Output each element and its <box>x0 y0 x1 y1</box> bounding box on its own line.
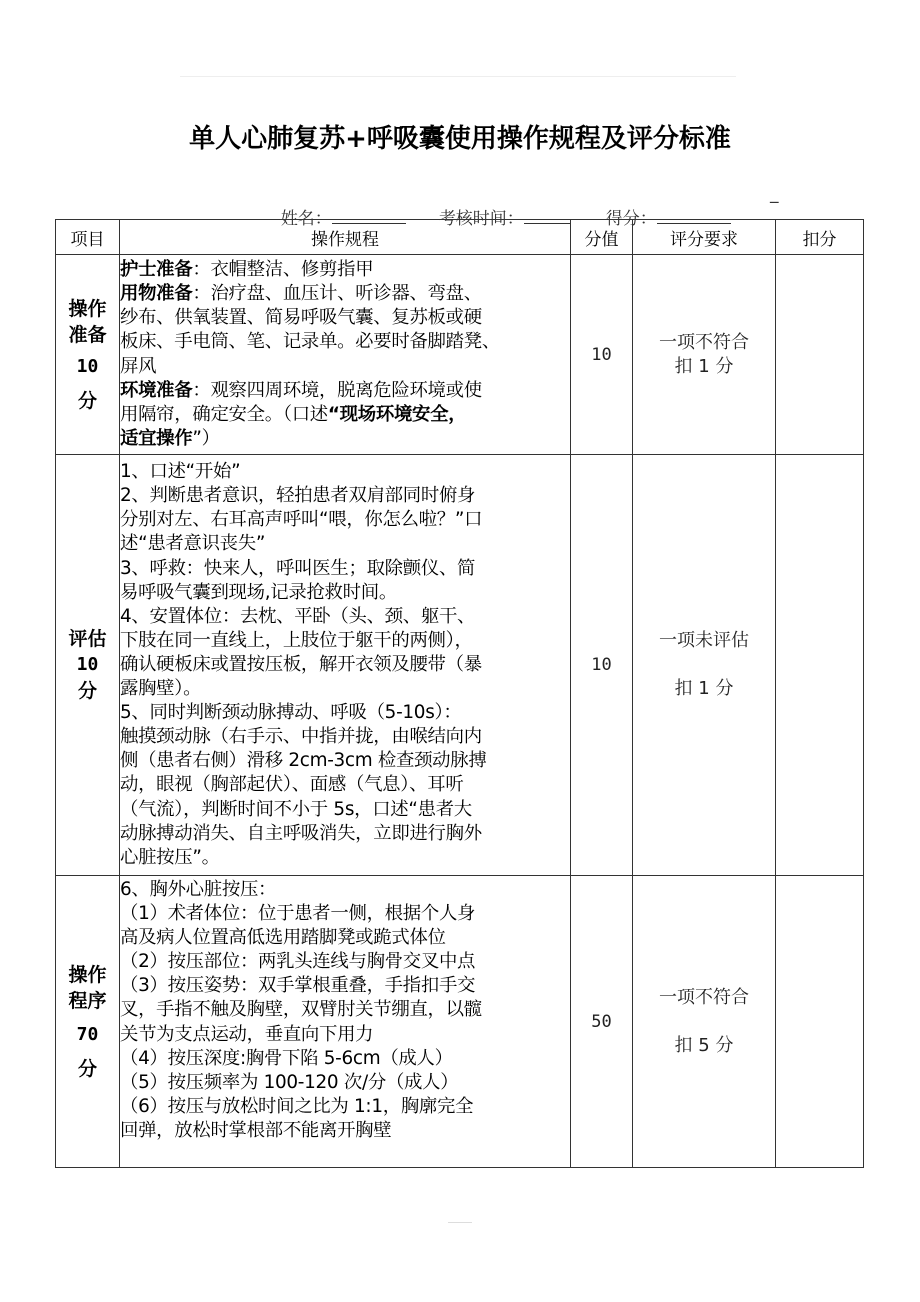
item-text: 评估 <box>68 628 107 650</box>
procedure-line: 露胸壁）。 <box>120 678 202 700</box>
score-label: 得分： <box>605 209 657 229</box>
table-row <box>56 876 864 1168</box>
procedure-line: （3）按压姿势：双手掌根重叠，手指扣手交 <box>120 975 476 997</box>
item-points: 10 <box>76 355 99 377</box>
requirement-cell <box>633 455 776 876</box>
item-points: 70 <box>76 1023 99 1045</box>
header-deduction: 扣分 <box>776 220 864 255</box>
table-row <box>56 455 864 876</box>
item-text: 分 <box>77 1057 97 1080</box>
scoring-table <box>55 219 864 1168</box>
procedure-line: 3、呼救：快来人，呼叫医生；取除颤仪、简 <box>120 557 476 579</box>
procedure-line: 适宜操作”） <box>120 427 220 449</box>
procedure-line: 触摸颈动脉（右手示、中指并拢，由喉结向内 <box>120 726 482 748</box>
trailing-mark: _ <box>770 184 779 204</box>
procedure-line: 动脉搏动消失、自主呼吸消失，立即进行胸外 <box>120 822 482 844</box>
procedure-line: （1）术者体位：位于患者一侧，根据个人身 <box>120 903 476 925</box>
procedure-line: 高及病人位置高低选用踏脚凳或跪式体位 <box>120 927 446 949</box>
procedure-line: 动，眼视（胸部起伏）、面感（气息）、耳听 <box>120 774 464 796</box>
procedure-line: （气流），判断时间不小于 5s，口述“患者大 <box>120 798 472 820</box>
requirement-cell <box>633 876 776 1168</box>
item-text: 操作 <box>68 963 107 986</box>
procedure-line: 侧（患者右侧）滑移 2cm-3cm 检查颈动脉搏 <box>120 750 487 772</box>
header-procedure: 操作规程 <box>120 220 571 255</box>
procedure-cell <box>120 455 571 876</box>
procedure-cell <box>120 255 571 455</box>
page-title: 单人心肺复苏+呼吸囊使用操作规程及评分标准 <box>189 124 731 154</box>
procedure-line: 环境准备：观察四周环境，脱离危险环境或使 <box>120 379 482 401</box>
procedure-line: 4、安置体位：去枕、平卧（头、颈、躯干、 <box>120 605 476 627</box>
procedure-line: 回弹，放松时掌根部不能离开胸壁 <box>120 1119 392 1141</box>
table-row <box>56 255 864 455</box>
procedure-line: 2、判断患者意识，轻拍患者双肩部同时俯身 <box>120 485 476 507</box>
procedure-line: （6）按压与放松时间之比为 1:1，胸廓完全 <box>120 1095 474 1117</box>
procedure-line: 下肢在同一直线上，上肢位于躯干的两侧）， <box>120 629 473 651</box>
item-text: 操作 <box>68 297 107 320</box>
procedure-line: 6、胸外心脏按压： <box>120 879 277 900</box>
footer-mark <box>448 1222 472 1223</box>
procedure-line: 述“患者意识丧失” <box>120 533 266 555</box>
exam-time-label: 考核时间： <box>438 209 524 229</box>
deduction-cell[interactable] <box>776 255 864 455</box>
item-cell <box>56 876 120 1168</box>
header-requirement: 评分要求 <box>633 220 776 255</box>
requirement-line: 一项不符合 <box>659 986 749 1008</box>
name-label: 姓名： <box>280 209 332 229</box>
procedure-line: （5）按压频率为 100-120 次/分（成人） <box>120 1071 459 1093</box>
requirement-line: 扣 1 分 <box>674 678 734 699</box>
procedure-line: （4）按压深度:胸骨下陷 5-6cm（成人） <box>120 1047 453 1069</box>
procedure-line: 纱布、供氧装置、简易呼吸气囊、复苏板或硬 <box>120 307 482 329</box>
procedure-line: 板床、手电筒、笔、记录单。必要时备脚踏凳、 <box>120 331 500 353</box>
deduction-cell[interactable] <box>776 876 864 1168</box>
table-header-row <box>56 220 864 255</box>
procedure-line: 关节为支点运动，垂直向下用力 <box>120 1023 374 1045</box>
procedure-line: 5、同时判断颈动脉搏动、呼吸（5-10s）： <box>120 702 462 724</box>
procedure-line: 确认硬板床或置按压板，解开衣领及腰带（暴 <box>120 653 482 675</box>
procedure-line: 叉，手指不触及胸壁，双臂肘关节绷直，以髋 <box>120 999 482 1021</box>
requirement-cell <box>633 255 776 455</box>
procedure-line: 1、口述“开始” <box>120 461 241 483</box>
points-cell: 50 <box>571 876 633 1168</box>
item-text: 分 <box>77 389 97 412</box>
deduction-cell[interactable] <box>776 455 864 876</box>
top-rule <box>180 76 736 77</box>
points-cell: 10 <box>571 455 633 876</box>
item-text: 分 <box>77 680 97 702</box>
procedure-line: 屏风 <box>120 355 157 377</box>
procedure-line: 用物准备：治疗盘、血压计、听诊器、弯盘、 <box>120 283 482 305</box>
procedure-cell <box>120 876 571 1168</box>
requirement-line: 一项未评估 <box>659 630 749 651</box>
item-text: 程序 <box>68 989 107 1012</box>
header-item: 项目 <box>56 220 120 255</box>
procedure-line: 分别对左、右耳高声呼叫“喂，你怎么啦？”口 <box>120 509 483 531</box>
procedure-line: 心脏按压”。 <box>120 846 220 868</box>
points-cell: 10 <box>571 255 633 455</box>
procedure-line: 护士准备：衣帽整洁、修剪指甲 <box>120 259 374 281</box>
procedure-line: 用隔帘，确定安全。（口述“现场环境安全， <box>120 403 467 425</box>
requirement-line: 扣 5 分 <box>674 1034 734 1056</box>
requirement-line: 一项不符合 <box>659 331 749 353</box>
requirement-line: 扣 1 分 <box>674 355 734 377</box>
item-text: 准备 <box>68 323 107 346</box>
procedure-line: 易呼吸气囊到现场,记录抢救时间。 <box>120 581 397 603</box>
procedure-line: （2）按压部位：两乳头连线与胸骨交叉中点 <box>120 951 476 973</box>
item-cell <box>56 255 120 455</box>
header-points: 分值 <box>571 220 633 255</box>
item-points: 10 <box>76 654 99 675</box>
item-cell <box>56 455 120 876</box>
